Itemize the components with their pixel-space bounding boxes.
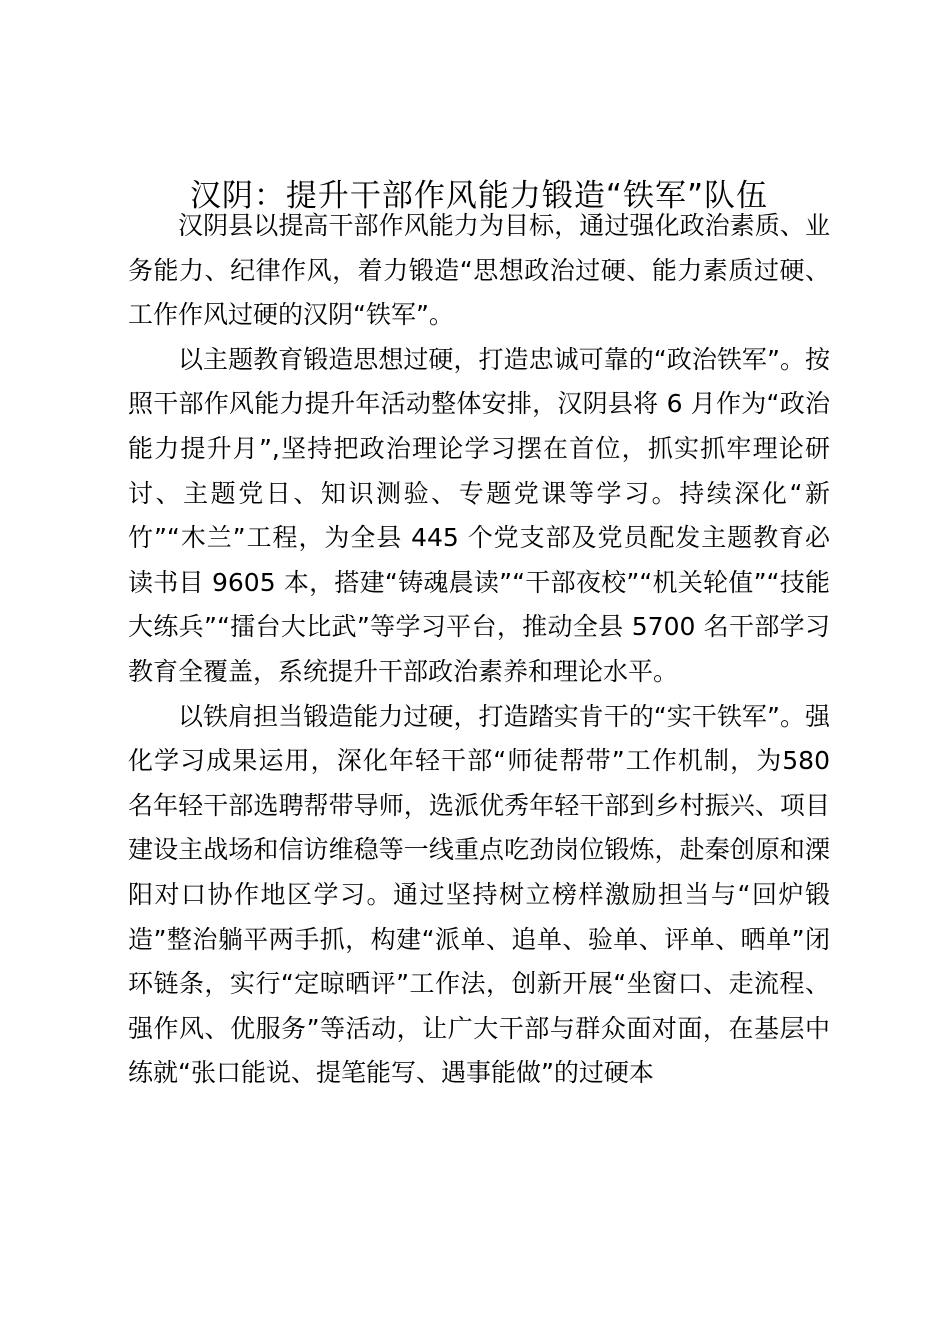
paragraph-capability: 以铁肩担当锻造能力过硬，打造踏实肯干的“实干铁军”。强化学习成果运用，深化年轻干部“师徒帮带”工作机制，为580 名年轻干部选聘帮带导师，选派优秀年轻干部到乡村振兴、项目建设主战场和信访维稳等一线重点吃劲岗位锻炼，赴秦创原和溧阳对口协作地区学习。通过坚持树立榜样激励担当与“回炉锻造”整治躺平两手抓，构建“派单、追单、验单、评单、晒单”闭环链条，实行“定晾晒评”工作法，创新开展“坐窗口、走流程、强作风、优服务”等活动，让广大干部与群众面对面，在基层中练就“张口能说、提笔能写、遇事能做”的过硬本 — [128, 701, 830, 1088]
article-body — [128, 204, 830, 1096]
paragraph-intro: 汉阴县以提高干部作风能力为目标，通过强化政治素质、业务能力、纪律作风，着力锻造“思想政治过硬、能力素质过硬、工作作风过硬的汉阴“铁军”。 — [128, 211, 830, 330]
article-title: 汉阴：提升干部作风能力锻造“铁军”队伍 — [189, 178, 769, 214]
paragraph-political: 以主题教育锻造思想过硬，打造忠诚可靠的“政治铁军”。按照干部作风能力提升年活动整体安排，汉阴县将 6 月作为“政治能力提升月”,坚持把政治理论学习摆在首位，抓实抓牢理论研讨、主题党日、知识测验、专题党课等学习。持续深化“新竹”“木兰”工程，为全县 445 个党支部及党员配发主题教育必读书目 9605 本，搭建“铸魂晨读”“干部夜校”“机关轮值”“技能大练兵”“擂台大比武”等学习平台，推动全县 5700 名干部学习教育全覆盖，系统提升干部政治素养和理论水平。 — [128, 344, 830, 686]
